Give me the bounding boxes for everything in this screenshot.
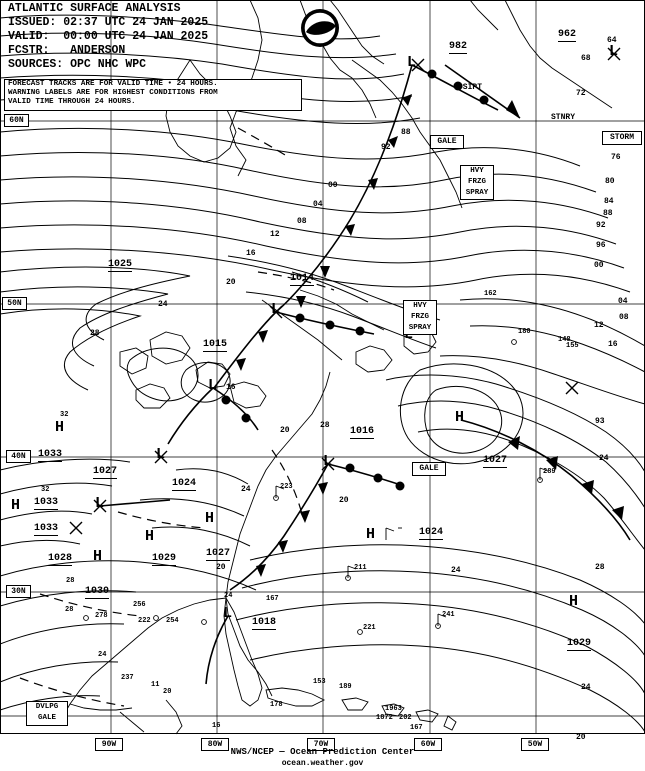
map-number: 20 [226,278,236,287]
station-value: 32 [60,411,69,419]
isobar-label: 1015 [203,339,228,350]
station-value: 20 [163,688,172,696]
warning-text: DVLPG GALE [35,703,59,722]
map-number: 88 [603,209,613,218]
note-line-2: WARNING LABELS ARE FOR HIGHEST CONDITIONS FROM [8,89,218,97]
lon-label-90w: 90W [95,738,123,751]
map-number: 24 [241,485,251,494]
isobar-label: 1016 [350,426,375,437]
isobar-label: 1028 [48,553,73,564]
station-value: 167 [266,595,279,603]
map-number: 04 [313,200,323,209]
footer-site: ocean.weather.gov [281,759,364,768]
low-center-1018: L [223,605,233,622]
forecaster: FCSTR: ANDERSON [8,44,126,57]
map-number: 93 [595,417,605,426]
isobars [0,15,645,732]
map-number: 20 [339,496,349,505]
map-number: 08 [619,313,629,322]
map-number: 12 [594,321,604,330]
map-number: 80 [605,177,615,186]
station-value: 222 [138,617,151,625]
isobar-label: 1033 [34,497,59,508]
station-value: 32 [41,486,50,494]
map-number: 16 [246,249,256,258]
map-number: 16 [608,340,618,349]
low-center-1024: L [156,446,166,463]
map-number: 92 [596,221,606,230]
noaa-logo [301,9,339,47]
station-value: 155 [566,342,579,350]
isobar-label: 1025 [108,259,133,270]
low-center-982: L [407,54,417,71]
map-number: 24 [599,454,609,463]
high-center-1027-east: H [455,409,465,426]
motion-arrow [445,65,520,118]
map-number: 00 [594,261,604,270]
isobar-label: 1027 [206,548,231,559]
sources: SOURCES: OPC NHC WPC [8,58,147,71]
map-number: 24 [581,683,591,692]
station-value: 28 [66,577,75,585]
map-number: 28 [595,563,605,572]
station-value: 16 [212,722,221,730]
station-value: 289 [543,468,556,476]
station-value: 237 [121,674,134,682]
station-value: 223 [280,483,293,491]
station-value: 256 [133,601,146,609]
map-number: 28 [320,421,330,430]
high-center-1033-a: H [55,419,65,436]
low-center-1014: L [271,301,281,318]
station-value: 254 [166,617,179,625]
note-line-3: VALID TIME THROUGH 24 HOURS. [8,98,136,106]
isobar-label: 1027 [483,455,508,466]
low-center-1015: L [208,377,218,394]
map-number: 24 [158,300,168,309]
map-number: 88 [401,128,411,137]
station-value: 24 [98,651,107,659]
warning-text: HVY FRZG SPRAY [465,167,489,197]
lat-label-30n: 30N [6,585,31,598]
page-title: ATLANTIC SURFACE ANALYSIS [8,2,181,15]
isobar-label: 1029 [152,553,177,564]
map-number: 28 [90,329,100,338]
isobar-label: 962 [558,29,577,40]
annotation-stnry: STNRY [551,113,576,122]
map-number: 68 [581,54,591,63]
station-value: 167 [410,724,423,732]
lat-label-60n: 60N [4,114,29,127]
map-number: 08 [297,217,307,226]
map-number: 20 [576,733,586,742]
isobar-label: 1033 [38,449,63,460]
station-value: 178 [270,701,283,709]
annotation-dsipt: DSIPT [458,83,483,92]
station-value: 153 [313,678,326,686]
map-number: 12 [270,230,280,239]
issued-time: ISSUED: 02:37 UTC 24 JAN 2025 [8,16,209,29]
station-value: 148 [558,336,571,344]
lon-label-50w: 50W [521,738,549,751]
isobar-label: 1033 [34,523,59,534]
map-number: 64 [607,36,617,45]
map-number: 76 [611,153,621,162]
warning-gale-central: GALE [412,462,446,476]
high-center-1029: H [145,528,155,545]
isobar-label: 1018 [252,617,277,628]
lat-label-40n: 40N [6,450,31,463]
warning-hvy-frzg-spray-north [460,165,494,200]
map-number: 04 [618,297,628,306]
map-number: 16 [226,383,236,392]
isobar-label: 982 [449,41,468,52]
lon-label-60w: 60W [414,738,442,751]
map-number: 96 [596,241,606,250]
warning-text: HVY FRZG SPRAY [408,302,432,332]
warning-hvy-frzg-spray-south [403,300,437,335]
map-number: 72 [576,89,586,98]
isobar-label: 1014 [290,273,315,284]
station-value: 278 [95,612,108,620]
station-value: 1872 [376,714,393,722]
station-value: 11 [151,681,160,689]
high-center-1033-b: H [11,497,21,514]
station-value: 221 [363,624,376,632]
map-number: 00 [328,181,338,190]
isobar-label: 1027 [93,466,118,477]
isobar-label: 1029 [567,638,592,649]
map-number: 84 [604,197,614,206]
station-value: 180 [518,328,531,336]
warning-gale-north: GALE [430,135,464,149]
isobar-label: 1024 [172,478,197,489]
isobar-label: 1024 [419,527,444,538]
map-number: 20 [216,563,226,572]
high-center-1028: H [93,548,103,565]
station-value: 211 [354,564,367,572]
low-center-962: L [609,43,619,60]
station-value: 1963 [385,705,402,713]
lat-label-50n: 50N [2,297,27,310]
map-number: 92 [381,143,391,152]
map-number: 24 [451,566,461,575]
station-value: 162 [484,290,497,298]
lon-label-80w: 80W [201,738,229,751]
warning-dvlpg-gale [26,701,68,726]
high-center-1024: H [366,526,376,543]
isobar-label: 1030 [85,586,110,597]
station-value: 189 [339,683,352,691]
footer-agency: NWS/NCEP — Ocean Prediction Center [230,747,415,757]
low-center-1033: L [95,495,105,512]
low-center-1016: L [323,453,333,470]
valid-time: VALID: 00:00 UTC 24 JAN 2025 [8,30,209,43]
station-value: 28 [65,606,74,614]
map-number: 20 [280,426,290,435]
high-center-1029: H [569,593,579,610]
station-value: 241 [442,611,455,619]
note-line-1: FORECAST TRACKS ARE FOR VALID TIME • 24 HOURS. [8,80,218,88]
station-value: 24 [224,592,233,600]
lon-label-70w: 70W [307,738,335,751]
warning-storm: STORM [602,131,642,145]
station-value: 202 [399,714,412,722]
high-center-1027-west: H [205,510,215,527]
